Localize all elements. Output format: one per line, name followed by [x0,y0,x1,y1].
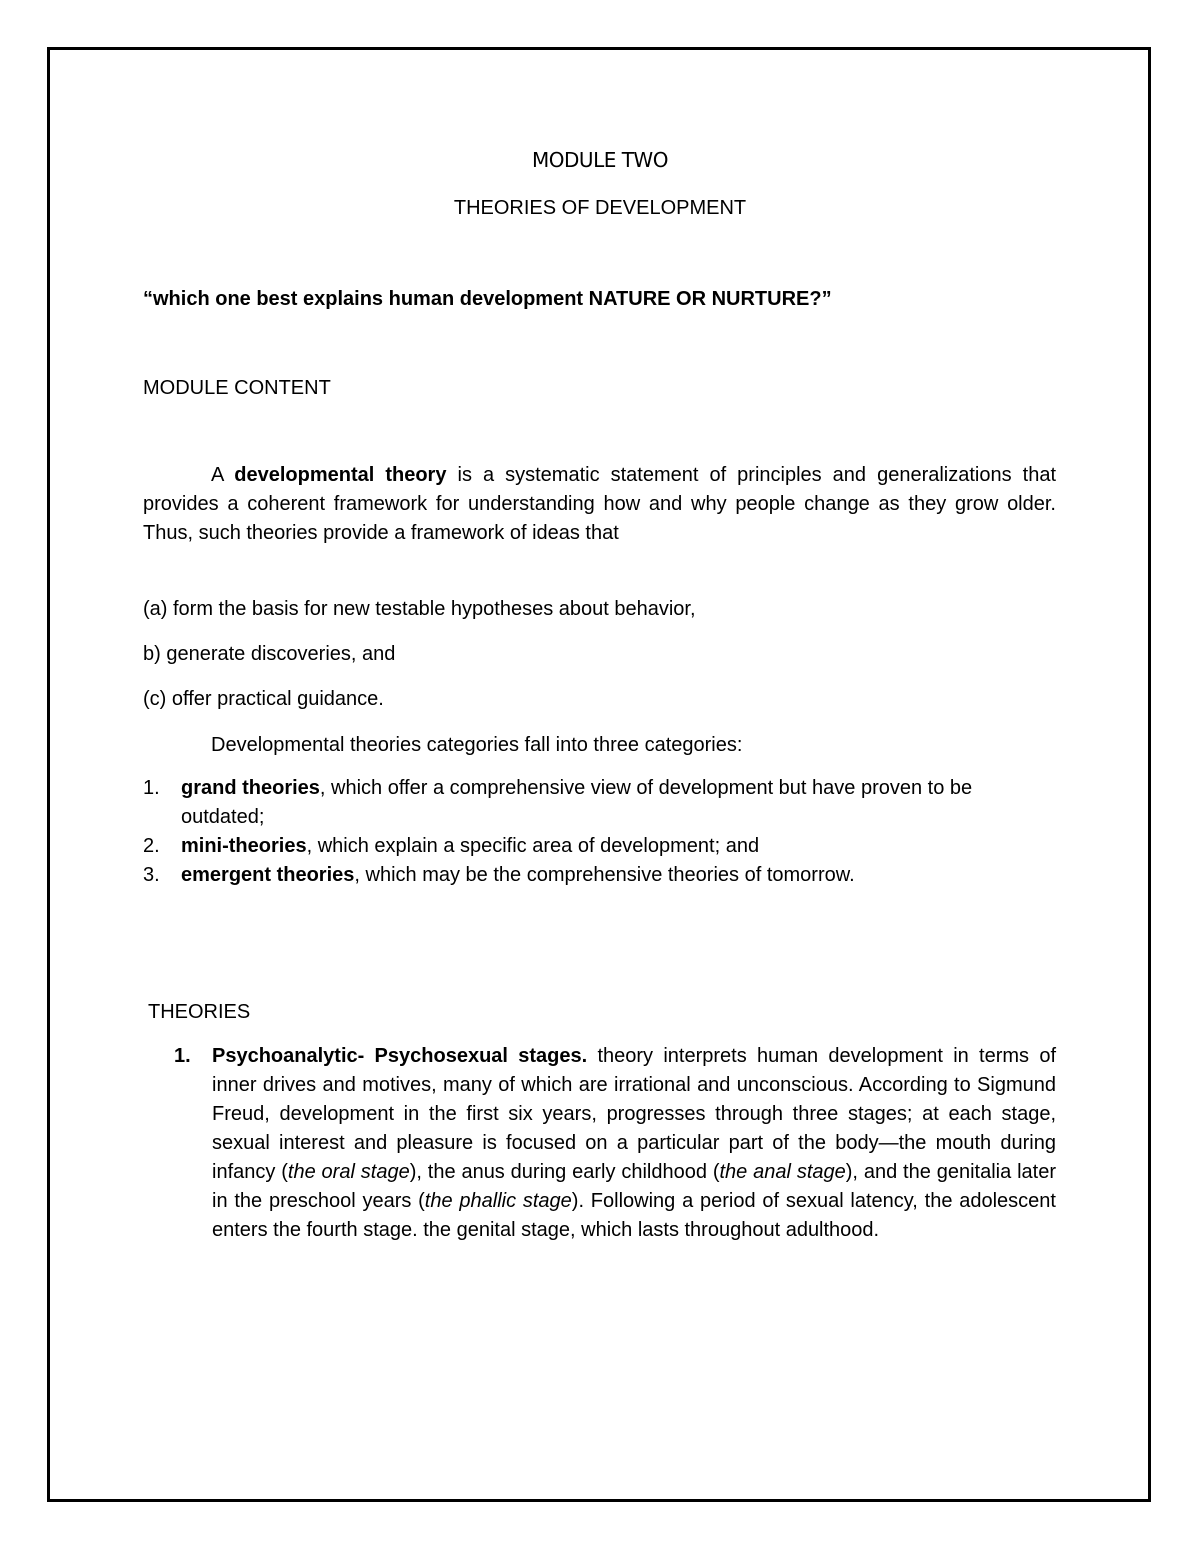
intro-rest: is a systematic statement of principles and generalizations that provides a coherent framework for understanding how and why people change as they grow older. Thus, such theories provide a framework of ideas that [143,464,1056,544]
intro-lead: A [211,464,235,486]
theories-list [174,1042,1056,1245]
category-term: mini-theories [181,835,307,857]
list-number: 1. [143,777,160,799]
theory-text-part: ), the anus during early childhood ( [409,1161,720,1183]
stage-name: the oral stage [287,1161,410,1183]
theory-item [174,1042,1056,1245]
category-description: , which explain a specific area of development; and [306,835,760,857]
theory-text-part: ), and the genitalia later in the preschool years ( [212,1161,1056,1212]
stage-name: the anal stage [719,1161,846,1183]
category-term: grand theories [181,777,320,799]
list-number: 3. [143,864,160,886]
module-subtitle: THEORIES OF DEVELOPMENT [453,197,747,219]
theory-text [212,1042,1056,1245]
theory-text-part: theory interprets human development in terms of inner drives and motives, many of which are irrational and unconscious. According to Sigmund Freud, development in the first six years, progresses through three stages; at each stage, sexual interest and pleasure is focused on a particular part of the body—the mouth during infancy ( [212,1045,1057,1183]
categories-list [143,774,1056,890]
list-item-text [181,774,1056,832]
list-number: 1. [174,1045,191,1067]
intro-term: developmental theory [234,464,447,486]
category-term: emergent theories [181,864,355,886]
module-content-heading: MODULE CONTENT [143,377,331,399]
point-a: (a) form the basis for new testable hypotheses about behavior, [143,598,696,620]
categories-intro: Developmental theories categories fall into three categories: [211,734,743,756]
category-description: , which offer a comprehensive view of development but have proven to be outdated; [181,777,973,828]
guiding-question: “which one best explains human development NATURE OR NURTURE?” [143,288,832,310]
list-item-text [181,832,1056,861]
category-item [143,861,1056,890]
category-description: , which may be the comprehensive theories of tomorrow. [354,864,855,886]
point-b: b) generate discoveries, and [143,643,396,665]
list-item-text [181,861,1056,890]
category-item [143,832,1056,861]
category-item [143,774,1056,832]
stage-name: the phallic stage [424,1190,572,1212]
theory-text-part: ). Following a period of sexual latency, the adolescent enters the fourth stage. the genital stage, which lasts throughout adulthood. [212,1190,1056,1241]
list-number: 2. [143,835,160,857]
theory-term: Psychoanalytic- Psychosexual stages. [212,1045,588,1067]
module-title: MODULE TWO [532,148,668,172]
intro-paragraph [143,461,1056,548]
point-c: (c) offer practical guidance. [143,688,384,710]
theories-heading: THEORIES [148,1001,251,1023]
